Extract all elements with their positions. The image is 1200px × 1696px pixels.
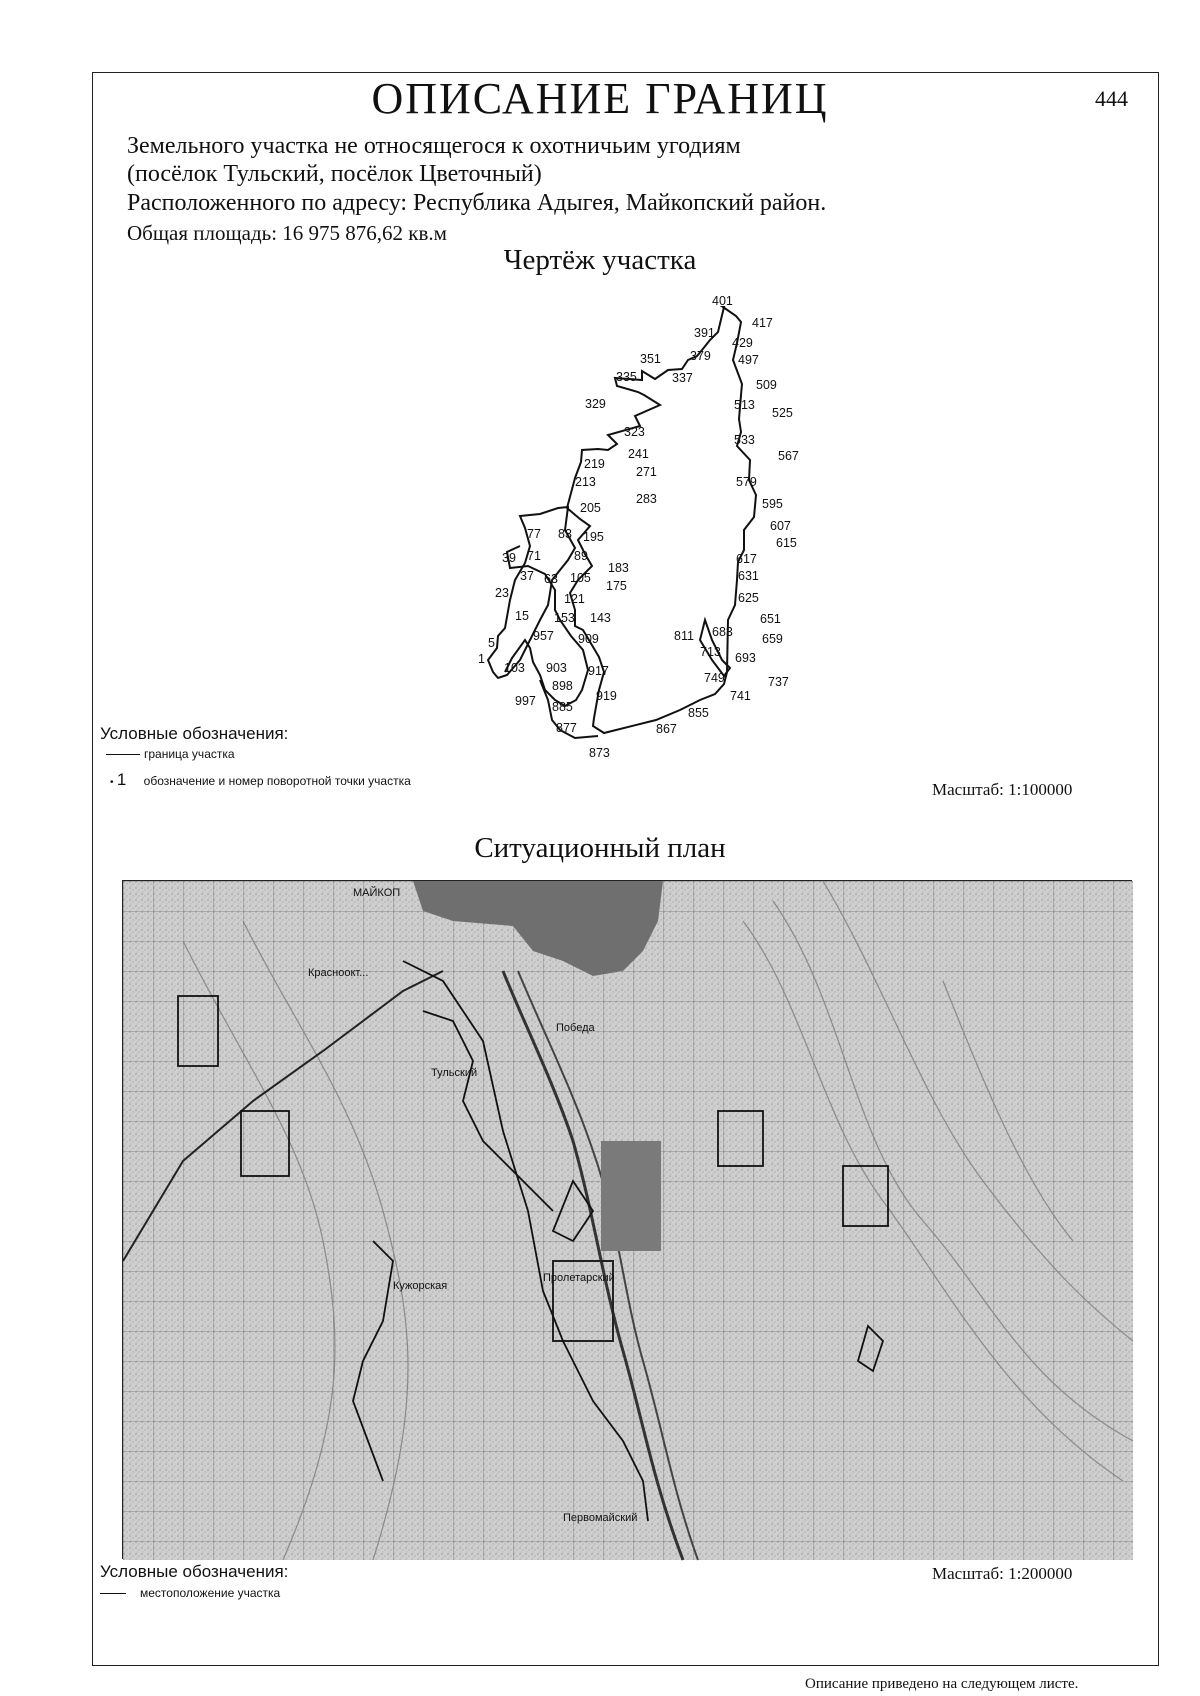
- point-label-631: 631: [738, 569, 759, 583]
- point-label-741: 741: [730, 689, 751, 703]
- point-label-271: 271: [636, 465, 657, 479]
- point-label-39: 39: [502, 551, 516, 565]
- point-label-659: 659: [762, 632, 783, 646]
- description-line-2: (посёлок Тульский, посёлок Цветочный): [127, 161, 542, 187]
- footer-note: Описание приведено на следующем листе.: [805, 1676, 1079, 1692]
- situation-title: Ситуационный план: [474, 832, 726, 864]
- point-label-595: 595: [762, 497, 783, 511]
- point-label-513: 513: [734, 398, 755, 412]
- point-label-607: 607: [770, 519, 791, 533]
- point-label-417: 417: [752, 316, 773, 330]
- point-label-195: 195: [583, 530, 604, 544]
- point-label-23: 23: [495, 586, 509, 600]
- point-label-617: 617: [736, 552, 757, 566]
- topographic-map: [123, 881, 1133, 1560]
- point-label-737: 737: [768, 675, 789, 689]
- legend-point-item: [110, 770, 411, 790]
- point-label-873: 873: [589, 746, 610, 760]
- legend-point-number: 1: [116, 770, 127, 789]
- point-label-175: 175: [606, 579, 627, 593]
- legend-location-label: местоположение участка: [140, 1586, 281, 1600]
- point-marker-icon: •: [110, 777, 114, 788]
- boundary-line-icon: [106, 754, 140, 755]
- point-label-877: 877: [556, 721, 577, 735]
- point-label-683: 683: [712, 625, 733, 639]
- legend-heading-1: Условные обозначения:: [100, 724, 289, 743]
- point-label-919: 919: [596, 689, 617, 703]
- scale-situation: Масштаб: 1:200000: [932, 1564, 1073, 1583]
- point-label-63: 63: [544, 572, 558, 586]
- point-label-323: 323: [624, 425, 645, 439]
- point-label-37: 37: [520, 569, 534, 583]
- point-label-885: 885: [552, 700, 573, 714]
- point-label-5: 5: [488, 636, 495, 650]
- point-label-749: 749: [704, 671, 725, 685]
- point-label-241: 241: [628, 447, 649, 461]
- point-label-337: 337: [672, 371, 693, 385]
- legend-boundary-label: граница участка: [144, 747, 235, 761]
- point-label-121: 121: [564, 592, 585, 606]
- point-label-509: 509: [756, 378, 777, 392]
- point-label-957: 957: [533, 629, 554, 643]
- point-label-103: 103: [504, 661, 525, 675]
- point-label-917: 917: [588, 664, 609, 678]
- map-label-village6: Первомайский: [563, 1512, 638, 1524]
- legend-boundary-item: [106, 747, 235, 761]
- point-label-335: 335: [616, 370, 637, 384]
- map-label-village1: Красноокт...: [308, 967, 369, 979]
- page-title: ОПИСАНИЕ ГРАНИЦ: [371, 74, 829, 123]
- point-label-213: 213: [575, 475, 596, 489]
- point-label-183: 183: [608, 561, 629, 575]
- point-label-83: 83: [558, 527, 572, 541]
- point-label-1: 1: [478, 652, 485, 666]
- point-label-525: 525: [772, 406, 793, 420]
- point-label-391: 391: [694, 326, 715, 340]
- point-label-713: 713: [700, 645, 721, 659]
- point-label-898: 898: [552, 679, 573, 693]
- map-label-village4: Кужорская: [393, 1280, 448, 1292]
- description-line-1: Земельного участка не относящегося к охотничьим угодиям: [127, 133, 741, 159]
- map-label-village3: Победа: [556, 1022, 595, 1034]
- point-label-283: 283: [636, 492, 657, 506]
- parcel-drawing: [440, 290, 800, 760]
- point-label-579: 579: [736, 475, 757, 489]
- legend-location-item: [100, 1586, 280, 1600]
- legend-point-label: обозначение и номер поворотной точки участка: [143, 774, 411, 788]
- description-address: Расположенного по адресу: Республика Адыгея, Майкопский район.: [127, 190, 827, 216]
- point-label-105: 105: [570, 571, 591, 585]
- point-label-77: 77: [527, 527, 541, 541]
- point-label-429: 429: [732, 336, 753, 350]
- point-label-497: 497: [738, 353, 759, 367]
- point-label-219: 219: [584, 457, 605, 471]
- point-label-379: 379: [690, 349, 711, 363]
- map-label-village2: Тульский: [431, 1067, 478, 1079]
- point-label-855: 855: [688, 706, 709, 720]
- point-label-693: 693: [735, 651, 756, 665]
- point-label-615: 615: [776, 536, 797, 550]
- point-label-329: 329: [585, 397, 606, 411]
- scale-drawing: Масштаб: 1:100000: [932, 780, 1073, 799]
- situation-map: [122, 880, 1132, 1559]
- point-label-153: 153: [554, 611, 575, 625]
- page-number: 444: [1095, 86, 1128, 111]
- point-label-143: 143: [590, 611, 611, 625]
- point-label-997: 997: [515, 694, 536, 708]
- map-label-village5: Пролетарский: [543, 1272, 615, 1284]
- point-label-533: 533: [734, 433, 755, 447]
- legend-heading-2: Условные обозначения:: [100, 1562, 289, 1581]
- map-label-city: МАЙКОП: [353, 887, 401, 899]
- point-label-401: 401: [712, 294, 733, 308]
- point-label-867: 867: [656, 722, 677, 736]
- drawing-title: Чертёж участка: [503, 244, 697, 276]
- point-label-651: 651: [760, 612, 781, 626]
- point-label-15: 15: [515, 609, 529, 623]
- point-label-71: 71: [527, 549, 541, 563]
- point-label-909: 909: [578, 632, 599, 646]
- point-label-903: 903: [546, 661, 567, 675]
- point-label-625: 625: [738, 591, 759, 605]
- description-area: Общая площадь: 16 975 876,62 кв.м: [127, 221, 447, 245]
- point-label-811: 811: [674, 629, 694, 643]
- point-label-89: 89: [574, 549, 588, 563]
- point-label-205: 205: [580, 501, 601, 515]
- point-label-351: 351: [640, 352, 661, 366]
- location-line-icon: [100, 1593, 126, 1594]
- point-label-567: 567: [778, 449, 799, 463]
